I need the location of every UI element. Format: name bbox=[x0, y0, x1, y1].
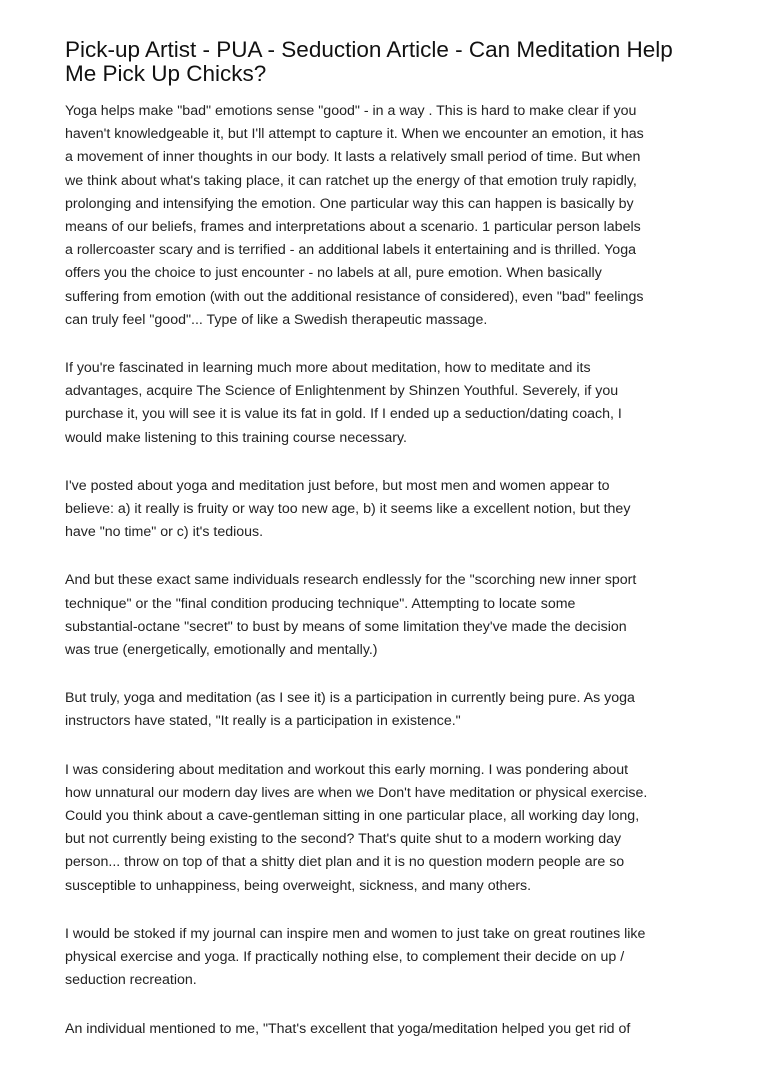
text-line: And but these exact same individuals research endlessly for the "scorching new inner sport bbox=[65, 572, 637, 589]
text-line: suffering from emotion (with out the additional resistance of considered), even "bad" feelings bbox=[65, 288, 644, 305]
text-line: An individual mentioned to me, "That's excellent that yoga/meditation helped you get rid of bbox=[65, 1020, 631, 1037]
text-line: how unnatural our modern day lives are when we Don't have meditation or physical exercise. bbox=[65, 784, 648, 801]
text-line: susceptible to unhappiness, being overweight, sickness, and many others. bbox=[65, 877, 532, 894]
text-line: have "no time" or c) it's tedious. bbox=[65, 524, 264, 541]
text-line: instructors have stated, "It really is a participation in existence." bbox=[65, 713, 461, 730]
text-line: I've posted about yoga and meditation just before, but most men and women appear to bbox=[65, 477, 610, 494]
text-line: would make listening to this training course necessary. bbox=[65, 429, 407, 446]
text-line: a movement of inner thoughts in our body. It lasts a relatively small period of time. But when bbox=[65, 149, 641, 166]
text-line: can truly feel "good"... Type of like a Swedish therapeutic massage. bbox=[65, 311, 488, 328]
paragraph-journal bbox=[65, 923, 710, 993]
text-line: purchase it, you will see it is value its fat in gold. If I ended up a seduction/dating coach, I bbox=[65, 406, 622, 423]
text-line: technique" or the "final condition producing technique". Attempting to locate some bbox=[65, 595, 576, 612]
paragraph-closing bbox=[65, 1018, 710, 1041]
text-line: a rollercoaster scary and is terrified - an additional labels it entertaining and is thrilled. Yoga bbox=[65, 242, 636, 259]
text-line: substantial-octane "secret" to bust by means of some limitation they've made the decision bbox=[65, 618, 627, 635]
title-line: Pick-up Artist - PUA - Seduction Article - Can Meditation Help bbox=[65, 37, 673, 62]
text-line: was true (energetically, emotionally and mentally.) bbox=[65, 642, 378, 659]
text-line: person... throw on top of that a shitty diet plan and it is no question modern people are so bbox=[65, 854, 625, 871]
paragraph-participation bbox=[65, 687, 710, 733]
text-line: If you're fascinated in learning much more about meditation, how to meditate and its bbox=[65, 360, 591, 377]
text-line: believe: a) it really is fruity or way too new age, b) it seems like a excellent notion, but they bbox=[65, 501, 631, 518]
text-line: Could you think about a cave-gentleman sitting in one particular place, all working day long, bbox=[65, 808, 640, 825]
text-line: I would be stoked if my journal can inspire men and women to just take on great routines like bbox=[65, 925, 646, 942]
paragraph-modern-lives bbox=[65, 759, 710, 898]
text-line: But truly, yoga and meditation (as I see it) is a participation in currently being pure. As yoga bbox=[65, 690, 635, 707]
paragraph-beliefs bbox=[65, 475, 710, 545]
paragraph-inner-game bbox=[65, 569, 710, 662]
text-line: seduction recreation. bbox=[65, 972, 197, 989]
title-line: Me Pick Up Chicks? bbox=[65, 60, 267, 86]
text-line: we think about what's taking place, it can ratchet up the energy of that emotion truly rapidly, bbox=[65, 172, 637, 189]
text-line: Yoga helps make "bad" emotions sense "good" - in a way . This is hard to make clear if you bbox=[65, 103, 637, 119]
text-line: I was considering about meditation and workout this early morning. I was pondering about bbox=[65, 761, 629, 778]
text-line: but not currently being existing to the second? That's quite shut to a modern working day bbox=[65, 831, 622, 848]
paragraph-yoga-emotions bbox=[65, 100, 710, 332]
text-line: haven't knowledgeable it, but I'll attempt to capture it. When we encounter an emotion, it has bbox=[65, 126, 644, 143]
text-line: prolonging and intensifying the emotion. One particular way this can happen is basically by bbox=[65, 195, 634, 212]
text-line: advantages, acquire The Science of Enlightenment by Shinzen Youthful. Severely, if you bbox=[65, 383, 619, 400]
text-line: means of our beliefs, frames and interpretations about a scenario. 1 particular person labels bbox=[65, 219, 641, 236]
page-title bbox=[65, 38, 705, 85]
text-line: physical exercise and yoga. If practically nothing else, to complement their decide on up / bbox=[65, 949, 625, 966]
text-line: offers you the choice to just encounter - no labels at all, pure emotion. When basically bbox=[65, 265, 602, 282]
article-body bbox=[65, 100, 710, 1066]
paragraph-meditation-book bbox=[65, 357, 710, 450]
